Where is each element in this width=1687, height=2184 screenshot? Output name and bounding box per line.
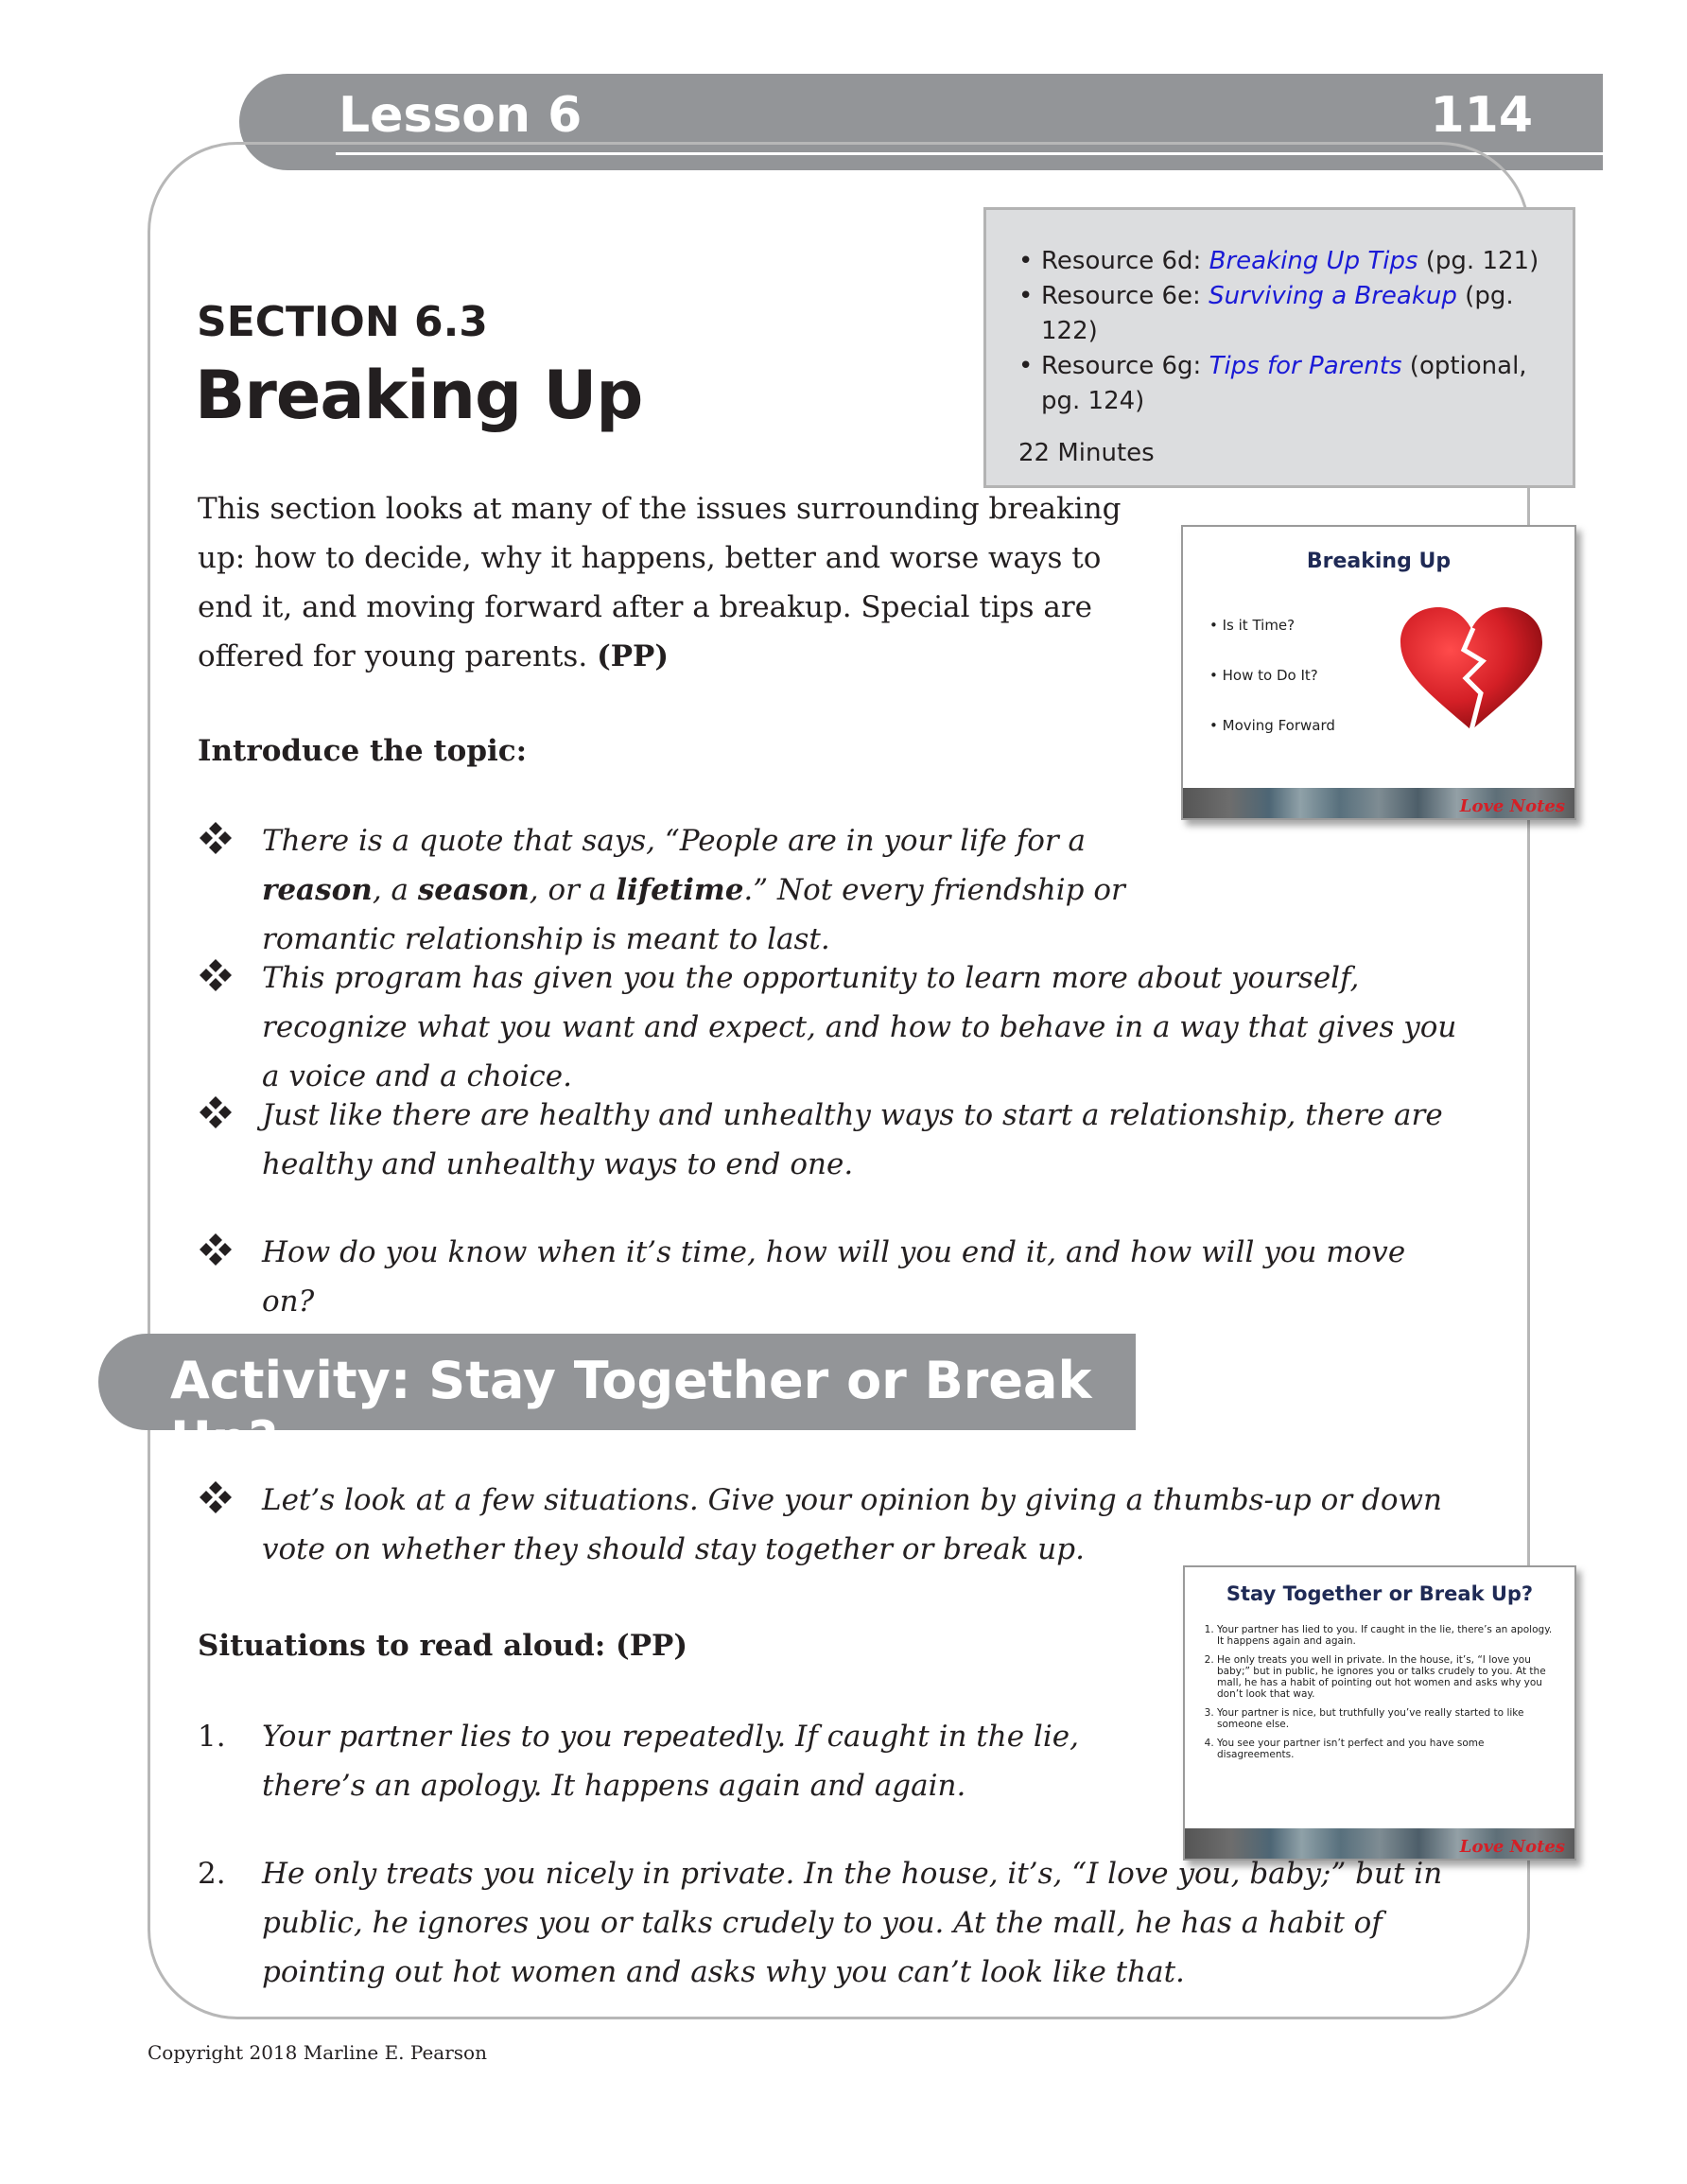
page-number: 114	[1430, 87, 1533, 144]
slide-list-item: 3. Your partner is nice, but truthfully you’ve really started to like someone else.	[1217, 1707, 1557, 1730]
resource-link-breaking-up-tips[interactable]: Breaking Up Tips	[1209, 247, 1418, 275]
situation-text: He only treats you nicely in private. In the house, it’s, “I love you, baby;” but in public, he ignores you or talks crudely to you. At the mall, he has a habit of pointing out hot women and asks why you can’t look like that.	[262, 1857, 1443, 1989]
resource-item: • Resource 6d: Breaking Up Tips (pg. 121)	[1018, 244, 1550, 279]
situation-item	[198, 1712, 1153, 1810]
bullet-item: This program has given you the opportunity to learn more about yourself, recognize what you want and expect, and how to behave in a way that gives you a voice and a choice.	[198, 953, 1465, 1101]
resource-item: • Resource 6e: Surviving a Breakup (pg. 122)	[1018, 279, 1550, 349]
slide-stay-together-or-break-up	[1183, 1565, 1576, 1861]
copyright-text: Copyright 2018 Marline E. Pearson	[148, 2041, 487, 2064]
slide-breaking-up	[1181, 525, 1576, 820]
resource-item: • Resource 6g: Tips for Parents (optional, pg. 124)	[1018, 349, 1550, 419]
slide-list	[1209, 601, 1335, 751]
slide-list-item: • How to Do It?	[1209, 667, 1318, 684]
slide-list-item: • Moving Forward	[1209, 717, 1335, 734]
slide-list-item: 2. He only treats you well in private. In the house, it’s, “I love you baby;” but in public, he ignores you or talks crudely to you. At the mall, he has a habit of pointing out hot women and asks why you don’t look that way.	[1217, 1654, 1557, 1700]
love-notes-logo: Love Notes	[1459, 796, 1565, 816]
diamond-bullet-icon	[198, 820, 234, 856]
slide-list-item: 4. You see your partner isn’t perfect and you have some disagreements.	[1217, 1738, 1557, 1760]
diamond-bullet-icon	[198, 1094, 234, 1130]
situation-item	[198, 1849, 1465, 1997]
resource-box	[983, 207, 1575, 488]
resource-link-surviving-a-breakup[interactable]: Surviving a Breakup	[1209, 282, 1457, 310]
slide-title: Breaking Up	[1306, 550, 1452, 573]
situation-number: 1.	[198, 1720, 226, 1754]
lesson-title: Lesson 6	[339, 87, 583, 144]
slide-title: Stay Together or Break Up?	[1226, 1582, 1534, 1605]
introduce-topic-heading: Introduce the topic:	[198, 734, 528, 768]
activity-title: Activity: Stay Together or Break Up?	[170, 1351, 1092, 1470]
bullet-item: Just like there are healthy and unhealthy ways to start a relationship, there are healthy and unhealthy ways to end one.	[198, 1091, 1465, 1189]
duration-text: 22 Minutes	[1018, 439, 1155, 467]
slide-footer	[1183, 788, 1574, 818]
section-label: SECTION 6.3	[197, 298, 488, 346]
bullet-item: Let’s look at a few situations. Give your opinion by giving a thumbs-up or down vote on whether they should stay together or break up.	[198, 1476, 1465, 1574]
pp-tag: (PP)	[597, 639, 670, 673]
bullet-item: There is a quote that says, “People are in your life for a reason, a season, or a lifetime.” Not every friendship or romantic relationship is meant to last.	[198, 816, 1153, 964]
slide-list-item: 1. Your partner has lied to you. If caught in the lie, there’s an apology. It happens again and again.	[1217, 1624, 1557, 1647]
resource-link-tips-for-parents[interactable]: Tips for Parents	[1209, 352, 1402, 380]
love-notes-logo: Love Notes	[1459, 1837, 1565, 1857]
bullet-item: How do you know when it’s time, how will you end it, and how will you move on?	[198, 1228, 1465, 1326]
diamond-bullet-icon	[198, 1232, 234, 1267]
situation-number: 2.	[198, 1857, 226, 1891]
diamond-bullet-icon	[198, 957, 234, 993]
slide-list	[1198, 1624, 1557, 1760]
resource-list	[1018, 244, 1550, 419]
broken-heart-icon	[1396, 603, 1547, 735]
section-title: Breaking Up	[195, 357, 643, 434]
situation-text: Your partner lies to you repeatedly. If caught in the lie, there’s an apology. It happens again and again.	[262, 1720, 1079, 1803]
situations-heading: Situations to read aloud: (PP)	[198, 1629, 688, 1663]
activity-header-bar	[98, 1334, 1136, 1470]
slide-list-item: • Is it Time?	[1209, 617, 1296, 634]
diamond-bullet-icon	[198, 1479, 234, 1515]
intro-paragraph: This section looks at many of the issues surrounding breaking up: how to decide, why it happens, better and worse ways to end it, and moving forward after a breakup. Special tips are offered for young parents. (PP)	[198, 492, 1122, 673]
